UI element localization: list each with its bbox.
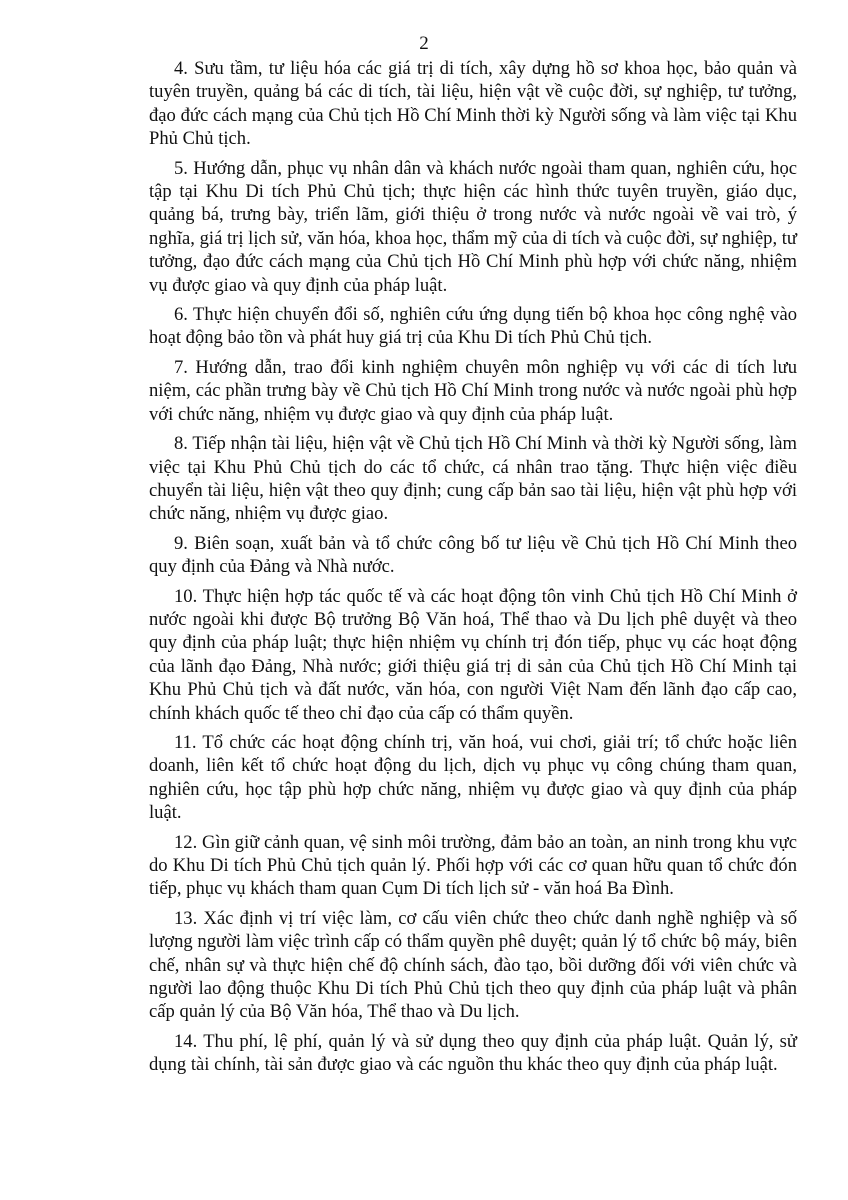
paragraph-11: 11. Tổ chức các hoạt động chính trị, văn hoá, vui chơi, giải trí; tổ chức hoặc liên doanh, liên kết tổ chức hoạt động du lịch, dịch vụ phục vụ công chúng tham quan, nghiên cứu, học tập phù hợp chức năng, nhiệm vụ được giao và quy định của pháp luật. [149, 731, 797, 824]
paragraph-7: 7. Hướng dẫn, trao đổi kinh nghiệm chuyên môn nghiệp vụ với các di tích lưu niệm, các phần trưng bày về Chủ tịch Hồ Chí Minh trong nước và nước ngoài phù hợp với chức năng, nhiệm vụ được giao và quy định của pháp luật. [149, 356, 797, 425]
paragraph-4: 4. Sưu tầm, tư liệu hóa các giá trị di tích, xây dựng hồ sơ khoa học, bảo quản và tuyên truyền, quảng bá các di tích, tài liệu, hiện vật về cuộc đời, sự nghiệp, tư tưởng, đạo đức cách mạng của Chủ tịch Hồ Chí Minh thời kỳ Người sống và làm việc tại Khu Phủ Chủ tịch. [149, 58, 797, 150]
paragraph-9: 9. Biên soạn, xuất bản và tổ chức công bố tư liệu về Chủ tịch Hồ Chí Minh theo quy định của Đảng và Nhà nước. [149, 532, 797, 578]
paragraph-6: 6. Thực hiện chuyển đổi số, nghiên cứu ứng dụng tiến bộ khoa học công nghệ vào hoạt động bảo tồn và phát huy giá trị của Khu Di tích Phủ Chủ tịch. [149, 304, 797, 349]
paragraph-14: 14. Thu phí, lệ phí, quản lý và sử dụng theo quy định của pháp luật. Quản lý, sử dụng tài chính, tài sản được giao và các nguồn thu khác theo quy định của pháp luật. [149, 1030, 797, 1076]
paragraph-5: 5. Hướng dẫn, phục vụ nhân dân và khách nước ngoài tham quan, nghiên cứu, học tập tại Khu Di tích Phủ Chủ tịch; thực hiện các hình thức tuyên truyền, giáo dục, quảng bá, trưng bày, triển lãm, giới thiệu ở trong nước và nước ngoài về vai trò, ý nghĩa, giá trị lịch sử, văn hóa, khoa học, thẩm mỹ của di tích và cuộc đời, sự nghiệp, tư tưởng, đạo đức cách mạng của Chủ tịch Hồ Chí Minh phù hợp với chức năng, nhiệm vụ được giao và quy định của pháp luật. [149, 157, 797, 296]
paragraph-12: 12. Gìn giữ cảnh quan, vệ sinh môi trường, đảm bảo an toàn, an ninh trong khu vực do Khu Di tích Phủ Chủ tịch quản lý. Phối hợp với các cơ quan hữu quan tổ chức đón tiếp, phục vụ khách tham quan Cụm Di tích lịch sử - văn hoá Ba Đình. [149, 831, 797, 900]
page-number: 2 [419, 33, 429, 54]
paragraph-10: 10. Thực hiện hợp tác quốc tế và các hoạt động tôn vinh Chủ tịch Hồ Chí Minh ở nước ngoài khi được Bộ trưởng Bộ Văn hoá, Thể thao và Du lịch phê duyệt và theo quy định của pháp luật; thực hiện nhiệm vụ chính trị đón tiếp, phục vụ các hoạt động của lãnh đạo Đảng, Nhà nước; giới thiệu giá trị di sản của Chủ tịch Hồ Chí Minh tại Khu Phủ Chủ tịch và đất nước, văn hóa, con người Việt Nam đến lãnh đạo cấp cao, chính khách quốc tế theo chỉ đạo của cấp có thẩm quyền. [149, 585, 797, 724]
paragraph-13: 13. Xác định vị trí việc làm, cơ cấu viên chức theo chức danh nghề nghiệp và số lượng người làm việc trình cấp có thẩm quyền phê duyệt; quản lý tổ chức bộ máy, biên chế, nhân sự và thực hiện chế độ chính sách, đào tạo, bồi dưỡng đối với viên chức và người lao động thuộc Khu Di tích Phủ Chủ tịch theo quy định của pháp luật và phân cấp quản lý của Bộ Văn hóa, Thể thao và Du lịch. [149, 907, 797, 1023]
document-body [149, 57, 797, 1083]
paragraph-8: 8. Tiếp nhận tài liệu, hiện vật về Chủ tịch Hồ Chí Minh và thời kỳ Người sống, làm việc tại Khu Phủ Chủ tịch do các tổ chức, cá nhân trao tặng. Thực hiện việc điều chuyển tài liệu, hiện vật theo quy định; cung cấp bản sao tài liệu, hiện vật phù hợp với chức năng, nhiệm vụ được giao. [149, 433, 797, 525]
